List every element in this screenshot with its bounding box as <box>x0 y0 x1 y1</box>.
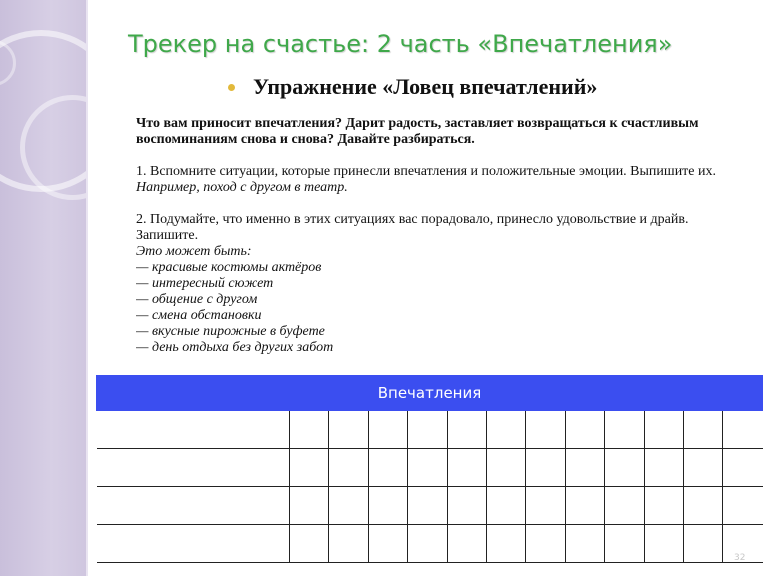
tracker-cell[interactable] <box>289 525 328 563</box>
example-item: — вкусные пирожные в буфете <box>136 324 325 339</box>
tracker-cell[interactable] <box>605 449 644 487</box>
table-body <box>97 411 763 563</box>
table-row <box>97 411 763 449</box>
page-number: 32 <box>734 553 746 563</box>
tracker-cell[interactable] <box>447 525 486 563</box>
tracker-cell[interactable] <box>368 411 407 449</box>
tracker-cell[interactable] <box>368 449 407 487</box>
example-item: — общение с другом <box>136 292 258 307</box>
tracker-cell[interactable] <box>526 449 565 487</box>
table-row <box>97 449 763 487</box>
tracker-cell[interactable] <box>329 487 368 525</box>
tracker-cell[interactable] <box>683 449 722 487</box>
slide-title: Трекер на счастье: 2 часть «Впечатления» <box>128 30 673 58</box>
tracker-cell[interactable] <box>565 487 604 525</box>
tracker-cell[interactable] <box>605 411 644 449</box>
tracker-cell[interactable] <box>329 411 368 449</box>
tracker-cell[interactable] <box>683 525 722 563</box>
tracker-cell[interactable] <box>565 525 604 563</box>
table-row <box>97 487 763 525</box>
tracker-cell[interactable] <box>644 487 683 525</box>
impression-label-cell[interactable] <box>97 487 290 525</box>
tracker-cell[interactable] <box>644 449 683 487</box>
tracker-cell[interactable] <box>605 525 644 563</box>
tracker-cell[interactable] <box>723 411 763 449</box>
tracker-cell[interactable] <box>526 487 565 525</box>
step-1-example: Например, поход с другом в театр. <box>136 180 348 195</box>
step-2-text: 2. Подумайте, что именно в этих ситуациях вас порадовало, принесло удовольствие и драйв. Запишите. <box>136 212 689 243</box>
tracker-cell[interactable] <box>486 411 525 449</box>
tracker-cell[interactable] <box>368 487 407 525</box>
example-item: — красивые костюмы актёров <box>136 260 322 275</box>
impressions-table <box>96 375 763 563</box>
tracker-cell[interactable] <box>447 487 486 525</box>
table-row <box>97 525 763 563</box>
tracker-cell[interactable] <box>526 525 565 563</box>
step-1-text: 1. Вспомните ситуации, которые принесли впечатления и положительные эмоции. Выпишите их. <box>136 164 717 179</box>
tracker-cell[interactable] <box>408 449 447 487</box>
tracker-cell[interactable] <box>565 449 604 487</box>
impression-label-cell[interactable] <box>97 449 290 487</box>
decorative-sidebar <box>0 0 86 576</box>
tracker-cell[interactable] <box>408 411 447 449</box>
tracker-cell[interactable] <box>289 487 328 525</box>
step-2-lead: Это может быть: <box>136 244 252 259</box>
tracker-cell[interactable] <box>526 411 565 449</box>
tracker-cell[interactable] <box>408 525 447 563</box>
tracker-cell[interactable] <box>644 411 683 449</box>
tracker-cell[interactable] <box>368 525 407 563</box>
tracker-cell[interactable] <box>289 449 328 487</box>
tracker-cell[interactable] <box>408 487 447 525</box>
tracker-cell[interactable] <box>329 449 368 487</box>
tracker-cell[interactable] <box>683 487 722 525</box>
tracker-cell[interactable] <box>289 411 328 449</box>
tracker-cell[interactable] <box>723 487 763 525</box>
tracker-cell[interactable] <box>605 487 644 525</box>
example-item: — смена обстановки <box>136 308 262 323</box>
example-item: — интересный сюжет <box>136 276 274 291</box>
tracker-cell[interactable] <box>723 449 763 487</box>
bullet-dot-icon <box>228 84 235 91</box>
table-header: Впечатления <box>97 376 763 411</box>
tracker-cell[interactable] <box>447 449 486 487</box>
tracker-cell[interactable] <box>329 525 368 563</box>
tracker-cell[interactable] <box>683 411 722 449</box>
tracker-cell[interactable] <box>565 411 604 449</box>
sidebar-edge <box>86 0 88 576</box>
impression-label-cell[interactable] <box>97 411 290 449</box>
exercise-title: Упражнение «Ловец впечатлений» <box>253 74 598 99</box>
intro-paragraph: Что вам приносит впечатления? Дарит радость, заставляет возвращаться к счастливым воспоминаниям снова и снова? Давайте разбираться. <box>136 116 699 147</box>
tracker-cell[interactable] <box>644 525 683 563</box>
impression-label-cell[interactable] <box>97 525 290 563</box>
tracker-cell[interactable] <box>447 411 486 449</box>
exercise-heading <box>228 74 597 100</box>
tracker-cell[interactable] <box>486 525 525 563</box>
tracker-cell[interactable] <box>486 487 525 525</box>
tracker-cell[interactable] <box>486 449 525 487</box>
example-item: — день отдыха без других забот <box>136 340 334 355</box>
